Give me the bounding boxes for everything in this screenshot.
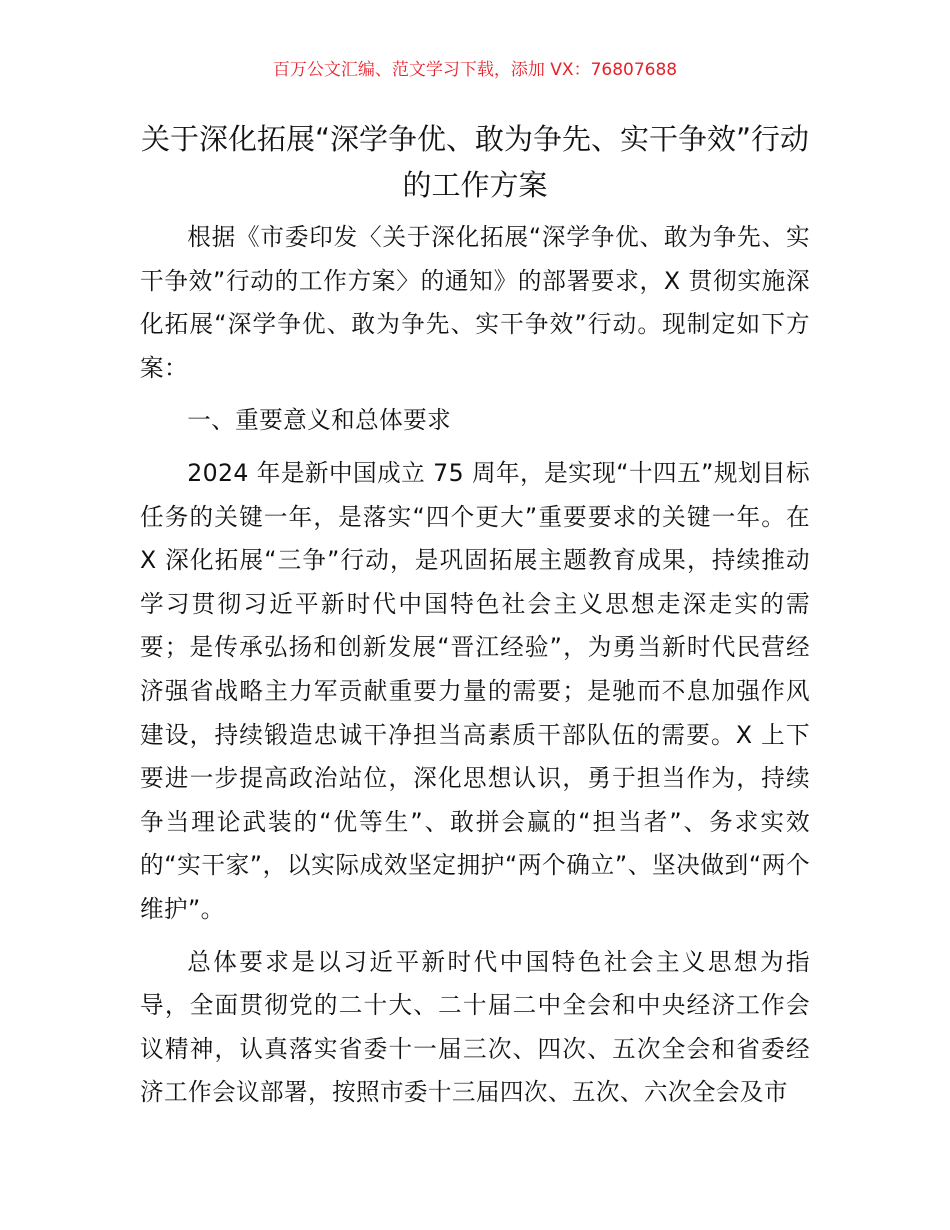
paragraph-significance: 2024 年是新中国成立 75 周年，是实现“十四五”规划目标任务的关键一年，是落实“四个更大”重要要求的关键一年。在 X 深化拓展“三争”行动，是巩固拓展主题教育成果，持续推动学习贯彻习近平新时代中国特色社会主义思想走深走实的需要；是传承弘扬和创新发展“晋江经验”，为勇当新时代民营经济强省战略主力军贡献重要力量的需要；是驰而不息加强作风建设，持续锻造忠诚干净担当高素质干部队伍的需要。X 上下要进一步提高政治站位，深化思想认识，勇于担当作为，持续争当理论武装的“优等生”、敢拼会赢的“担当者”、务求实效的“实干家”，以实际成效坚定拥护“两个确立”、坚决做到“两个维护”。	[140, 458, 810, 923]
document-title: 关于深化拓展“深学争优、敢为争先、实干争效”行动的工作方案	[140, 122, 810, 202]
section-heading: 一、重要意义和总体要求	[187, 406, 452, 435]
document-body	[140, 216, 810, 1115]
paragraph-general-requirements: 总体要求是以习近平新时代中国特色社会主义思想为指导，全面贯彻党的二十大、二十届二中全会和中央经济工作会议精神，认真落实省委十一届三次、四次、五次全会和省委经济工作会议部署，按照市委十三届四次、五次、六次全会及市	[140, 947, 810, 1107]
paragraph-intro: 根据《市委印发〈关于深化拓展“深学争优、敢为争先、实干争效”行动的工作方案〉的通知》的部署要求，X 贯彻实施深化拓展“深学争优、敢为争先、实干争效”行动。现制定如下方案：	[140, 223, 810, 382]
watermark-text: 百万公文汇编、范文学习下载，添加 VX：76807688	[272, 60, 678, 80]
